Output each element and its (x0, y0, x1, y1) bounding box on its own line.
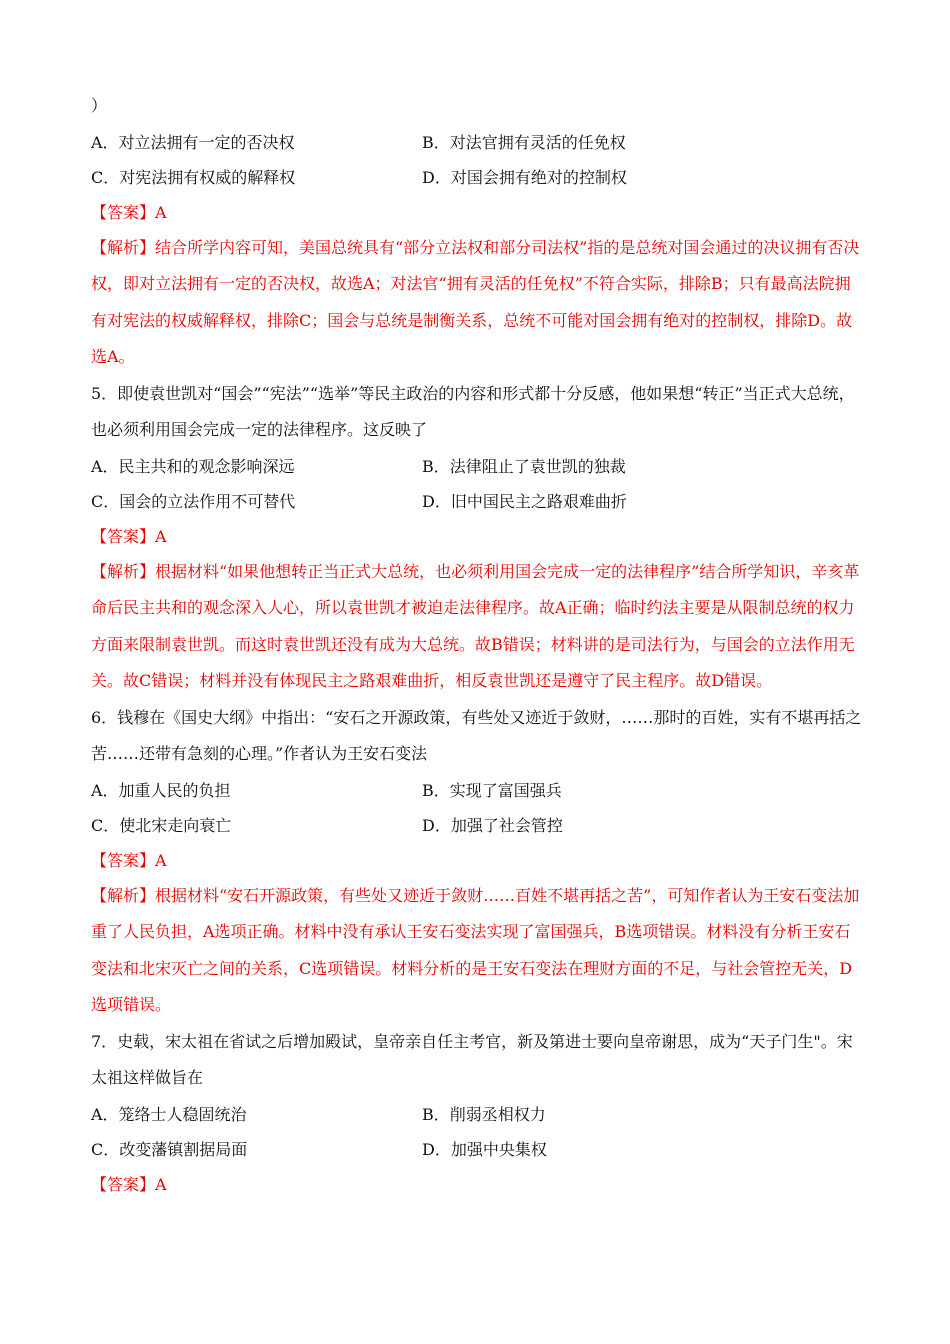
q5-option-b: B．法律阻止了袁世凯的独裁 (422, 456, 626, 476)
q7-options-row-1 (91, 1097, 863, 1132)
q6-option-d: D．加强了社会管控 (422, 815, 563, 835)
q5-answer: 【答案】A (91, 526, 167, 546)
q5-stem: 5．即使袁世凯对“国会”“宪法”“选举”等民主政治的内容和形式都十分反感，他如果想“转正”当正式大总统，也必须利用国会完成一定的法律程序。这反映了 (91, 383, 855, 439)
q7-option-b: B．削弱丞相权力 (422, 1104, 546, 1124)
q4-options-row-2 (91, 160, 863, 195)
q6-option-a: A．加重人民的负担 (91, 780, 231, 800)
q6-analysis: 【解析】根据材料“安石开源政策，有些处又迹近于敛财……百姓不堪再括之苦”，可知作者认为王安石变法加重了人民负担，A选项正确。材料中没有承认王安石变法实现了富国强兵，B选项错误。材料没有分析王安石变法和北宋灭亡之间的关系，C选项错误。材料分析的是王安石变法在理财方面的不足，与社会管控无关，D选项错误。 (91, 885, 860, 1014)
q4-options-row-1 (91, 125, 863, 160)
q6-stem: 6．钱穆在《国史大纲》中指出：“安石之开源政策，有些处又迹近于敛财，……那时的百姓，实有不堪再括之苦……还带有急刻的心理。”作者认为王安石变法 (91, 707, 862, 763)
q4-stem-end: ） (91, 96, 108, 115)
q5-options-row-2 (91, 484, 863, 519)
q4-answer: 【答案】A (91, 202, 167, 222)
q5-option-d: D．旧中国民主之路艰难曲折 (422, 491, 627, 511)
q7-option-c: C．改变藩镇割据局面 (91, 1139, 248, 1159)
q6-options-row-2 (91, 808, 863, 843)
q4-analysis: 【解析】结合所学内容可知，美国总统具有“部分立法权和部分司法权”指的是总统对国会通过的决议拥有否决权，即对立法拥有一定的否决权，故选A；对法官“拥有灵活的任免权”不符合实际，排除B；只有最高法院拥有对宪法的权威解释权，排除C；国会与总统是制衡关系，总统不可能对国会拥有绝对的控制权，排除D。故选A。 (91, 237, 860, 366)
q6-option-b: B．实现了富国强兵 (422, 780, 562, 800)
q6-option-c: C．使北宋走向衰亡 (91, 815, 232, 835)
q6-options-row-1 (91, 773, 863, 808)
q7-option-a: A．笼络士人稳固统治 (91, 1104, 247, 1124)
q7-option-d: D．加强中央集权 (422, 1139, 547, 1159)
q5-option-a: A．民主共和的观念影响深远 (91, 456, 295, 476)
q7-options-row-2 (91, 1132, 863, 1167)
q4-option-a: A．对立法拥有一定的否决权 (91, 132, 295, 152)
q7-answer: 【答案】A (91, 1174, 167, 1194)
q4-option-d: D．对国会拥有绝对的控制权 (422, 167, 627, 187)
q7-stem: 7．史载，宋太祖在省试之后增加殿试，皇帝亲自任主考官，新及第进士要向皇帝谢思，成为“天子门生"。宋太祖这样做旨在 (91, 1031, 853, 1087)
q5-option-c: C．国会的立法作用不可替代 (91, 491, 296, 511)
document-page (91, 88, 863, 1202)
q5-options-row-1 (91, 449, 863, 484)
q6-answer: 【答案】A (91, 850, 167, 870)
q4-option-c: C．对宪法拥有权威的解释权 (91, 167, 296, 187)
q5-analysis: 【解析】根据材料“如果他想转正当正式大总统，也必须利用国会完成一定的法律程序”结合所学知识，辛亥革命后民主共和的观念深入人心，所以袁世凯才被迫走法律程序。故A正确；临时约法主要是从限制总统的权力方面来限制袁世凯。而这时袁世凯还没有成为大总统。故B错误；材料讲的是司法行为，与国会的立法作用无关。故C错误；材料并没有体现民主之路艰难曲折，相反袁世凯还是遵守了民主程序。故D错误。 (91, 561, 860, 690)
q4-option-b: B．对法官拥有灵活的任免权 (422, 132, 626, 152)
